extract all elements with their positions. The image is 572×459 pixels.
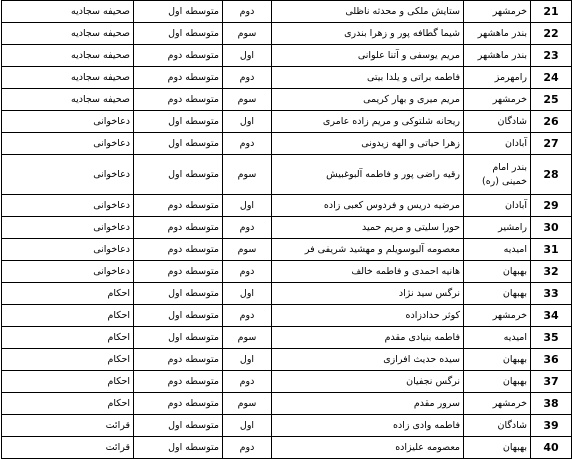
field-cell: دعاخوانی bbox=[2, 133, 134, 155]
level-cell: متوسطه اول bbox=[134, 327, 223, 349]
row-number: 27 bbox=[531, 133, 572, 155]
table-row bbox=[2, 111, 572, 133]
table-row bbox=[2, 415, 572, 437]
participants-cell: مریم میری و بهار کریمی bbox=[272, 89, 464, 111]
table-row bbox=[2, 393, 572, 415]
level-cell: متوسطه دوم bbox=[134, 195, 223, 217]
field-cell: صحیفه سجادیه bbox=[2, 45, 134, 67]
level-cell: متوسطه اول bbox=[134, 305, 223, 327]
level-cell: متوسطه دوم bbox=[134, 349, 223, 371]
grade-cell: دوم bbox=[223, 1, 272, 23]
level-cell: متوسطه اول bbox=[134, 133, 223, 155]
row-number: 35 bbox=[531, 327, 572, 349]
city-cell: خرمشهر bbox=[464, 1, 531, 23]
field-cell: احکام bbox=[2, 305, 134, 327]
field-cell: صحیفه سجادیه bbox=[2, 67, 134, 89]
table-row bbox=[2, 133, 572, 155]
grade-cell: دوم bbox=[223, 371, 272, 393]
field-cell: دعاخوانی bbox=[2, 155, 134, 195]
row-number: 36 bbox=[531, 349, 572, 371]
table-row bbox=[2, 305, 572, 327]
level-cell: متوسطه دوم bbox=[134, 45, 223, 67]
grade-cell: سوم bbox=[223, 327, 272, 349]
participants-cell: ستایش ملکی و محدثه ناظلی bbox=[272, 1, 464, 23]
level-cell: متوسطه اول bbox=[134, 437, 223, 459]
participants-cell: زهرا حیاتی و الهه زیدونی bbox=[272, 133, 464, 155]
row-number: 37 bbox=[531, 371, 572, 393]
participants-cell: معصومه علیزاده bbox=[272, 437, 464, 459]
city-cell: آبادان bbox=[464, 195, 531, 217]
table-row bbox=[2, 45, 572, 67]
row-number: 25 bbox=[531, 89, 572, 111]
city-cell: بندر ماهشهر bbox=[464, 45, 531, 67]
participants-cell: حورا سلیتی و مریم حمید bbox=[272, 217, 464, 239]
grade-cell: اول bbox=[223, 195, 272, 217]
results-table-body bbox=[2, 1, 572, 459]
table-row bbox=[2, 1, 572, 23]
grade-cell: اول bbox=[223, 283, 272, 305]
grade-cell: اول bbox=[223, 349, 272, 371]
table-row bbox=[2, 371, 572, 393]
level-cell: متوسطه اول bbox=[134, 111, 223, 133]
level-cell: متوسطه اول bbox=[134, 155, 223, 195]
field-cell: صحیفه سجادیه bbox=[2, 23, 134, 45]
table-row bbox=[2, 89, 572, 111]
table-row bbox=[2, 217, 572, 239]
grade-cell: سوم bbox=[223, 393, 272, 415]
city-cell: امیدیه bbox=[464, 239, 531, 261]
grade-cell: دوم bbox=[223, 437, 272, 459]
table-row bbox=[2, 195, 572, 217]
grade-cell: اول bbox=[223, 111, 272, 133]
field-cell: قرائت bbox=[2, 437, 134, 459]
grade-cell: سوم bbox=[223, 23, 272, 45]
field-cell: دعاخوانی bbox=[2, 111, 134, 133]
row-number: 32 bbox=[531, 261, 572, 283]
participants-cell: رقیه راضی پور و فاطمه آلبوغبیش bbox=[272, 155, 464, 195]
level-cell: متوسطه دوم bbox=[134, 239, 223, 261]
table-row bbox=[2, 327, 572, 349]
field-cell: صحیفه سجادیه bbox=[2, 1, 134, 23]
city-cell: خرمشهر bbox=[464, 305, 531, 327]
city-cell: خرمشهر bbox=[464, 393, 531, 415]
row-number: 22 bbox=[531, 23, 572, 45]
row-number: 30 bbox=[531, 217, 572, 239]
row-number: 24 bbox=[531, 67, 572, 89]
grade-cell: سوم bbox=[223, 239, 272, 261]
results-table bbox=[1, 0, 572, 459]
table-row bbox=[2, 349, 572, 371]
city-cell: بندر امام خمینی (ره) bbox=[464, 155, 531, 195]
level-cell: متوسطه اول bbox=[134, 415, 223, 437]
city-cell: بهبهان bbox=[464, 283, 531, 305]
field-cell: احکام bbox=[2, 283, 134, 305]
row-number: 38 bbox=[531, 393, 572, 415]
level-cell: متوسطه دوم bbox=[134, 89, 223, 111]
participants-cell: شیما گطافه پور و زهرا بندری bbox=[272, 23, 464, 45]
city-cell: رامشیر bbox=[464, 217, 531, 239]
participants-cell: هانیه احمدی و فاطمه خالف bbox=[272, 261, 464, 283]
field-cell: دعاخوانی bbox=[2, 217, 134, 239]
level-cell: متوسطه دوم bbox=[134, 261, 223, 283]
participants-cell: ریحانه شلتوکی و مریم زاده عامری bbox=[272, 111, 464, 133]
row-number: 26 bbox=[531, 111, 572, 133]
level-cell: متوسطه دوم bbox=[134, 371, 223, 393]
row-number: 33 bbox=[531, 283, 572, 305]
city-cell: شادگان bbox=[464, 415, 531, 437]
row-number: 29 bbox=[531, 195, 572, 217]
grade-cell: دوم bbox=[223, 305, 272, 327]
participants-cell: فاطمه بنیادی مقدم bbox=[272, 327, 464, 349]
table-row bbox=[2, 67, 572, 89]
field-cell: دعاخوانی bbox=[2, 261, 134, 283]
field-cell: احکام bbox=[2, 371, 134, 393]
field-cell: صحیفه سجادیه bbox=[2, 89, 134, 111]
participants-cell: نرگس نجفیان bbox=[272, 371, 464, 393]
city-cell: بهبهان bbox=[464, 371, 531, 393]
participants-cell: معصومه آلبوسویلم و مهشید شریفی فر bbox=[272, 239, 464, 261]
participants-cell: سرور مقدم bbox=[272, 393, 464, 415]
table-row bbox=[2, 437, 572, 459]
grade-cell: سوم bbox=[223, 155, 272, 195]
grade-cell: دوم bbox=[223, 217, 272, 239]
city-cell: شادگان bbox=[464, 111, 531, 133]
grade-cell: اول bbox=[223, 45, 272, 67]
table-row bbox=[2, 23, 572, 45]
row-number: 28 bbox=[531, 155, 572, 195]
participants-cell: کوثر حدادزاده bbox=[272, 305, 464, 327]
level-cell: متوسطه دوم bbox=[134, 393, 223, 415]
city-cell: رامهرمز bbox=[464, 67, 531, 89]
level-cell: متوسطه اول bbox=[134, 1, 223, 23]
table-row bbox=[2, 283, 572, 305]
table-row bbox=[2, 261, 572, 283]
row-number: 40 bbox=[531, 437, 572, 459]
participants-cell: فاطمه وادی زاده bbox=[272, 415, 464, 437]
city-cell: بندر ماهشهر bbox=[464, 23, 531, 45]
row-number: 39 bbox=[531, 415, 572, 437]
city-cell: امیدیه bbox=[464, 327, 531, 349]
participants-cell: مریم یوسفی و آتنا علوانی bbox=[272, 45, 464, 67]
field-cell: احکام bbox=[2, 393, 134, 415]
city-cell: خرمشهر bbox=[464, 89, 531, 111]
participants-cell: نرگس سید نژاد bbox=[272, 283, 464, 305]
participants-cell: مرضیه دریس و فردوس کعبی زاده bbox=[272, 195, 464, 217]
field-cell: دعاخوانی bbox=[2, 195, 134, 217]
table-row bbox=[2, 155, 572, 195]
row-number: 34 bbox=[531, 305, 572, 327]
field-cell: قرائت bbox=[2, 415, 134, 437]
table-row bbox=[2, 239, 572, 261]
grade-cell: اول bbox=[223, 415, 272, 437]
grade-cell: سوم bbox=[223, 89, 272, 111]
city-cell: بهبهان bbox=[464, 261, 531, 283]
level-cell: متوسطه دوم bbox=[134, 217, 223, 239]
grade-cell: دوم bbox=[223, 133, 272, 155]
participants-cell: فاطمه براتی و یلدا بیتی bbox=[272, 67, 464, 89]
field-cell: احکام bbox=[2, 327, 134, 349]
city-cell: بهبهان bbox=[464, 349, 531, 371]
level-cell: متوسطه دوم bbox=[134, 67, 223, 89]
grade-cell: دوم bbox=[223, 67, 272, 89]
city-cell: بهبهان bbox=[464, 437, 531, 459]
field-cell: دعاخوانی bbox=[2, 239, 134, 261]
level-cell: متوسطه اول bbox=[134, 283, 223, 305]
city-cell: آبادان bbox=[464, 133, 531, 155]
row-number: 21 bbox=[531, 1, 572, 23]
row-number: 31 bbox=[531, 239, 572, 261]
grade-cell: دوم bbox=[223, 261, 272, 283]
level-cell: متوسطه اول bbox=[134, 23, 223, 45]
row-number: 23 bbox=[531, 45, 572, 67]
participants-cell: سیده حدیث افرازی bbox=[272, 349, 464, 371]
field-cell: احکام bbox=[2, 349, 134, 371]
